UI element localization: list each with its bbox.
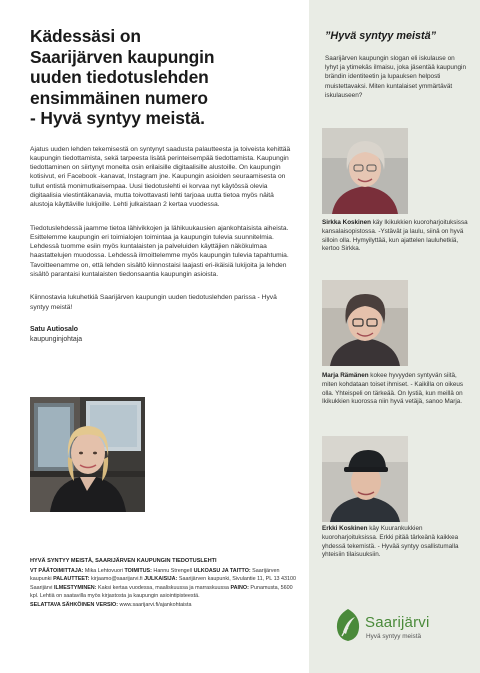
body-paragraph: Ajatus uuden lehden tekemisestä on syntynyt saadusta palautteesta ja toiveista kehittää kaupungin tiedottamista, sekä tarpeesta lisätä perinteisempää tiedottamista. Kaupungin tiedottaminen on siirtynyt monelta osin erilaisille digitaalisille alustoille. On kaupungin kotisivut, eri Facebook -kanavat, Instagram jne. Kaupungin asioiden seuraamisesta on tullut entistä monimutkaisempaa. Uusi tiedotuslehti ei korvaa nyt käytössä olevia digitaalisia viestintäkanavia, mutta toivottavasti lehti tarjoaa uutta tietoa myös näitä alustoja käyttäville lukijoille. Lehti julkaistaan 2 kertaa vuodessa. [30, 145, 291, 209]
imprint-web [30, 601, 300, 609]
person-photo-sirkka [322, 128, 408, 214]
body-paragraph: Tiedotuslehdessä jaamme tietoa lähivikkojen ja lähikuukausien ajankohtaisista aiheista. Esittelemme kaupungin eri toimialojen toimintaa ja kaupungin tulevia suunnitelmia. Lehdessä tuomme esiin myös kuntalaisten ja palveluiden käyttäjien näkökulmaa haastattelujen muodossa. Lehdessä ilmoittelemme myös kaupungin tulevia tapahtumia. Tavoitteenamme on, että lehden sisältö kiinnostaisi laajasti eri-ikäisiä lukijoita ja lehden sisältö parantaisi kuntalaisten tiedonsaantia kaupungin asioista. [30, 224, 289, 279]
person-name: Marja Rämänen [322, 372, 369, 379]
imprint-value: Hannu Strengell [151, 568, 194, 575]
imprint-title: HYVÄ SYNTYY MEISTÄ, SAARIJÄRVEN KAUPUNGIN TIEDOTUSLEHTI [30, 558, 217, 564]
imprint-label: JULKAISIJA: [144, 576, 178, 583]
logo-tagline: Hyvä syntyy meistä [366, 633, 422, 640]
leaf-logo-icon [335, 608, 361, 642]
imprint-value: Punamusta, 5600 kpl. Lehtiä on saatavilla myös kirjastosta ja kaupungin asiointipisteestä. [30, 584, 293, 599]
body-paragraph: Kiinnostavia lukuhetkiä Saarijärven kaupungin uuden tiedotuslehden parissa - Hyvä syntyy meistä! [30, 294, 277, 311]
imprint-value: Kaksi kertaa vuodessa, maaliskuussa ja marraskuussa [96, 584, 231, 591]
side-title: ”Hyvä syntyy meistä” [325, 30, 437, 42]
person-quote: kokee hyvyyden syntyvän siitä, miten kohdataan toiset ihmiset. - Kaikilla on oikeus olla. Yhteispeli on tärkeää. On lystiä, kun meillä on Ikikukkien kuorossa niin hyvä vetäjä, sanoo Marja. [322, 372, 464, 406]
imprint-value: Mika Lehtovuori [83, 568, 125, 575]
person-quote: käy Ikikukkien kuoroharjoituksissa kansalaisopistossa. -Ystävät ja laulu, siinä on hyvä silloin olla. Hymyilyttää, kun ajattelen lauluhetkiä, kertoo Sirkka. [322, 219, 468, 253]
signature-name: Satu Autiosalo [30, 325, 78, 333]
person-photo-erkki [322, 436, 408, 522]
person-name: Sirkka Koskinen [322, 219, 371, 226]
imprint-label: SELATTAVA SÄHKÖINEN VERSIO: [30, 602, 119, 609]
imprint-value: kirjaamo@saarijarvi.fi [89, 576, 145, 583]
imprint-details [30, 567, 300, 600]
imprint-label: PAINO: [230, 584, 249, 591]
logo-name: Saarijärvi [365, 614, 430, 631]
imprint-value: Saarijärven kaupunki [30, 568, 280, 583]
headline-line: Saarijärven kaupungin [30, 46, 215, 67]
imprint-label: ILMESTYMINEN: [53, 584, 97, 591]
person-caption-erkki [322, 525, 470, 560]
side-intro: Saarijärven kaupungin slogan eli iskulause on lyhyt ja ytimekäs ilmaisu, joka jäsentää kaupungin brändin identiteetin ja lupauksen helposti muistettavaksi. Miten kuntalaiset ymmärtävät iskulauseen? [325, 55, 467, 99]
headline-line: - Hyvä syntyy meistä. [30, 108, 205, 128]
person-name: Erkki Koskinen [322, 525, 368, 532]
person-quote: käy Kuurankukkien kuoroharjoituksissa. Erkki pitää tärkeänä kaikkea yhdessä tekemistä. - Hyvää syntyy osallistumalla yhteisiin tilaisuuksiin. [322, 525, 459, 559]
imprint-label: PALAUTTEET: [53, 576, 90, 583]
imprint-label: TOIMITUS: [124, 568, 152, 575]
person-caption-marja [322, 372, 470, 407]
page-headline [30, 26, 295, 129]
signature-role: kaupunginjohtaja [30, 335, 83, 343]
imprint-label: VT PÄÄTOIMITTAJA: [30, 568, 84, 575]
imprint-block [30, 557, 300, 609]
person-caption-sirkka [322, 219, 470, 254]
imprint-value: Saarijärven kaupunki, Sivulantie 11, PL 13 43100 Saarijärvi [30, 576, 297, 591]
saarijarvi-logo [335, 608, 465, 648]
mayor-portrait [30, 397, 145, 512]
headline-line: ensimmäinen numero [30, 87, 208, 108]
imprint-web-link[interactable]: www.saarijarvi.fi/ajankohtaista [118, 602, 192, 609]
headline-line: uuden tiedotuslehden [30, 67, 209, 87]
person-photo-marja [322, 280, 408, 366]
headline-line: Kädessäsi on [30, 26, 141, 46]
imprint-label: ULKOASU JA TAITTO: [193, 568, 251, 575]
